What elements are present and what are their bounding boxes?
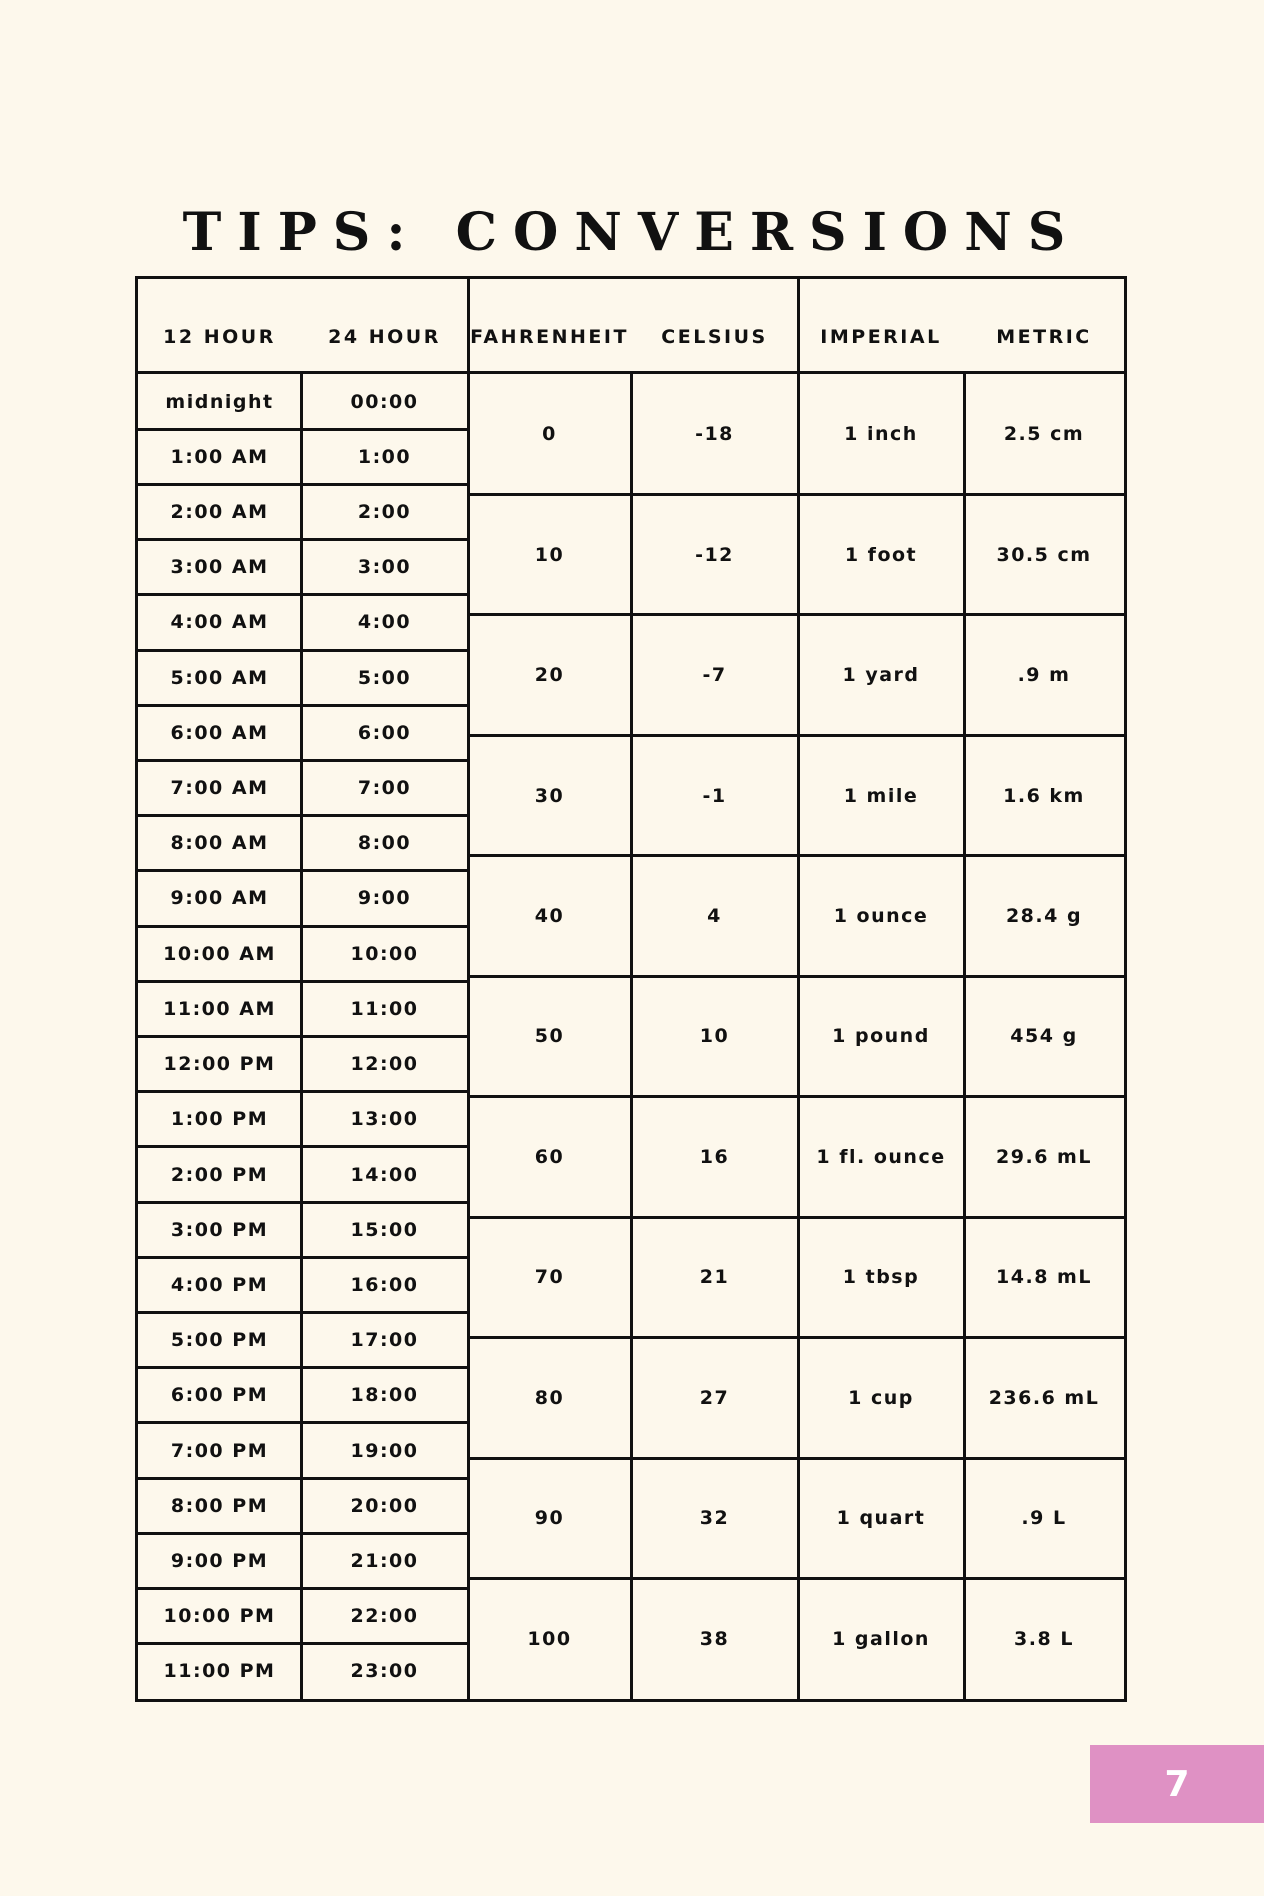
- time-24-hour-cell: 15:00: [350, 1218, 419, 1241]
- time-12-hour-cell: 5:00 PM: [170, 1329, 269, 1352]
- celsius-cell: 10: [699, 1025, 730, 1048]
- time-12-hour-cell: 7:00 AM: [170, 777, 269, 800]
- time-24-hour-cell: 22:00: [350, 1605, 419, 1628]
- time-12-hour-cell: 9:00 AM: [170, 887, 269, 910]
- column-header: 12 HOUR: [163, 326, 276, 348]
- time-12-hour-cell: 4:00 PM: [170, 1273, 269, 1296]
- time-24-hour-cell: 5:00: [357, 666, 412, 689]
- time-12-hour-cell: 9:00 PM: [170, 1549, 269, 1572]
- celsius-cell: 38: [699, 1627, 730, 1650]
- column-header: IMPERIAL: [820, 326, 942, 348]
- celsius-cell: -18: [695, 423, 734, 446]
- fahrenheit-cell: 0: [542, 423, 557, 446]
- time-24-hour-cell: 23:00: [350, 1660, 419, 1683]
- celsius-cell: -12: [695, 543, 734, 566]
- column-header: METRIC: [996, 326, 1092, 348]
- fahrenheit-cell: 30: [534, 784, 565, 807]
- metric-cell: 29.6 mL: [996, 1145, 1092, 1168]
- time-24-hour-cell: 11:00: [350, 997, 419, 1020]
- time-24-hour-cell: 2:00: [357, 501, 412, 523]
- fahrenheit-cell: 60: [534, 1145, 565, 1168]
- time-24-hour-cell: 6:00: [357, 721, 412, 744]
- metric-cell: 454 g: [1010, 1025, 1078, 1048]
- metric-cell: 30.5 cm: [996, 543, 1092, 566]
- time-12-hour-cell: 1:00 PM: [170, 1108, 269, 1131]
- metric-cell: .9 L: [1021, 1507, 1067, 1530]
- time-24-hour-cell: 3:00: [357, 556, 412, 579]
- metric-cell: 3.8 L: [1014, 1627, 1074, 1650]
- imperial-cell: 1 pound: [832, 1025, 930, 1048]
- fahrenheit-cell: 10: [534, 543, 565, 566]
- time-24-hour-cell: 13:00: [350, 1108, 419, 1131]
- time-12-hour-cell: 8:00 AM: [170, 832, 269, 855]
- time-12-hour-cell: 4:00 AM: [170, 611, 269, 634]
- time-12-hour-cell: 10:00 PM: [163, 1605, 276, 1628]
- celsius-cell: 16: [699, 1145, 730, 1168]
- celsius-cell: 32: [699, 1507, 730, 1530]
- page-number-badge: 7: [1090, 1745, 1264, 1823]
- fahrenheit-cell: 90: [534, 1507, 565, 1530]
- column-header: FAHRENHEIT: [470, 326, 629, 348]
- time-12-hour-cell: 6:00 AM: [170, 721, 269, 744]
- metric-cell: 2.5 cm: [1003, 423, 1085, 446]
- time-12-hour-cell: 12:00 PM: [163, 1053, 276, 1076]
- metric-cell: 28.4 g: [1005, 905, 1083, 928]
- time-12-hour-cell: 11:00 PM: [163, 1660, 276, 1683]
- metric-cell: 236.6 mL: [988, 1386, 1100, 1409]
- time-24-hour-cell: 00:00: [350, 390, 419, 413]
- fahrenheit-cell: 50: [534, 1025, 565, 1048]
- metric-cell: .9 m: [1017, 664, 1071, 687]
- time-12-hour-cell: 3:00 AM: [170, 556, 269, 579]
- time-12-hour-cell: 2:00 AM: [170, 501, 269, 523]
- celsius-cell: -7: [702, 664, 727, 687]
- imperial-cell: 1 yard: [842, 664, 920, 687]
- time-24-hour-cell: 1:00: [357, 445, 412, 468]
- fahrenheit-cell: 40: [534, 905, 565, 928]
- imperial-cell: 1 mile: [843, 784, 919, 807]
- time-24-hour-cell: 4:00: [357, 611, 412, 634]
- time-24-hour-cell: 14:00: [350, 1163, 419, 1186]
- time-12-hour-cell: 2:00 PM: [170, 1163, 269, 1186]
- metric-cell: 1.6 km: [1003, 784, 1085, 807]
- time-12-hour-cell: 1:00 AM: [170, 445, 269, 468]
- time-24-hour-cell: 10:00: [350, 942, 419, 965]
- time-24-hour-cell: 16:00: [350, 1273, 419, 1296]
- page-title: TIPS: CONVERSIONS: [182, 202, 1082, 263]
- imperial-cell: 1 inch: [844, 423, 918, 446]
- time-24-hour-cell: 18:00: [350, 1384, 419, 1407]
- imperial-cell: 1 quart: [836, 1507, 926, 1530]
- time-12-hour-cell: 8:00 PM: [170, 1494, 269, 1517]
- imperial-cell: 1 fl. ounce: [816, 1145, 946, 1168]
- imperial-cell: 1 cup: [848, 1386, 914, 1409]
- column-header: 24 HOUR: [328, 326, 441, 348]
- time-24-hour-cell: 21:00: [350, 1549, 419, 1572]
- time-24-hour-cell: 17:00: [350, 1329, 419, 1352]
- time-24-hour-cell: 7:00: [357, 777, 412, 800]
- imperial-cell: 1 ounce: [833, 905, 929, 928]
- column-header: CELSIUS: [661, 326, 768, 348]
- celsius-cell: 21: [699, 1266, 730, 1289]
- imperial-cell: 1 gallon: [832, 1627, 930, 1650]
- celsius-cell: -1: [702, 784, 727, 807]
- time-12-hour-cell: 5:00 AM: [170, 666, 269, 689]
- time-24-hour-cell: 8:00: [357, 832, 412, 855]
- time-12-hour-cell: midnight: [165, 390, 274, 413]
- conversion-table: [135, 276, 1127, 1702]
- time-12-hour-cell: 10:00 AM: [163, 942, 276, 965]
- time-12-hour-cell: 11:00 AM: [163, 997, 276, 1020]
- fahrenheit-cell: 100: [527, 1627, 572, 1650]
- metric-cell: 14.8 mL: [996, 1266, 1092, 1289]
- time-24-hour-cell: 12:00: [350, 1053, 419, 1076]
- celsius-cell: 4: [707, 905, 722, 928]
- time-12-hour-cell: 6:00 PM: [170, 1384, 269, 1407]
- celsius-cell: 27: [699, 1386, 730, 1409]
- imperial-cell: 1 tbsp: [842, 1266, 920, 1289]
- fahrenheit-cell: 70: [534, 1266, 565, 1289]
- imperial-cell: 1 foot: [844, 543, 918, 566]
- time-12-hour-cell: 7:00 PM: [170, 1439, 269, 1462]
- time-24-hour-cell: 9:00: [357, 887, 412, 910]
- fahrenheit-cell: 80: [534, 1386, 565, 1409]
- time-12-hour-cell: 3:00 PM: [170, 1218, 269, 1241]
- time-24-hour-cell: 20:00: [350, 1494, 419, 1517]
- fahrenheit-cell: 20: [534, 664, 565, 687]
- time-24-hour-cell: 19:00: [350, 1439, 419, 1462]
